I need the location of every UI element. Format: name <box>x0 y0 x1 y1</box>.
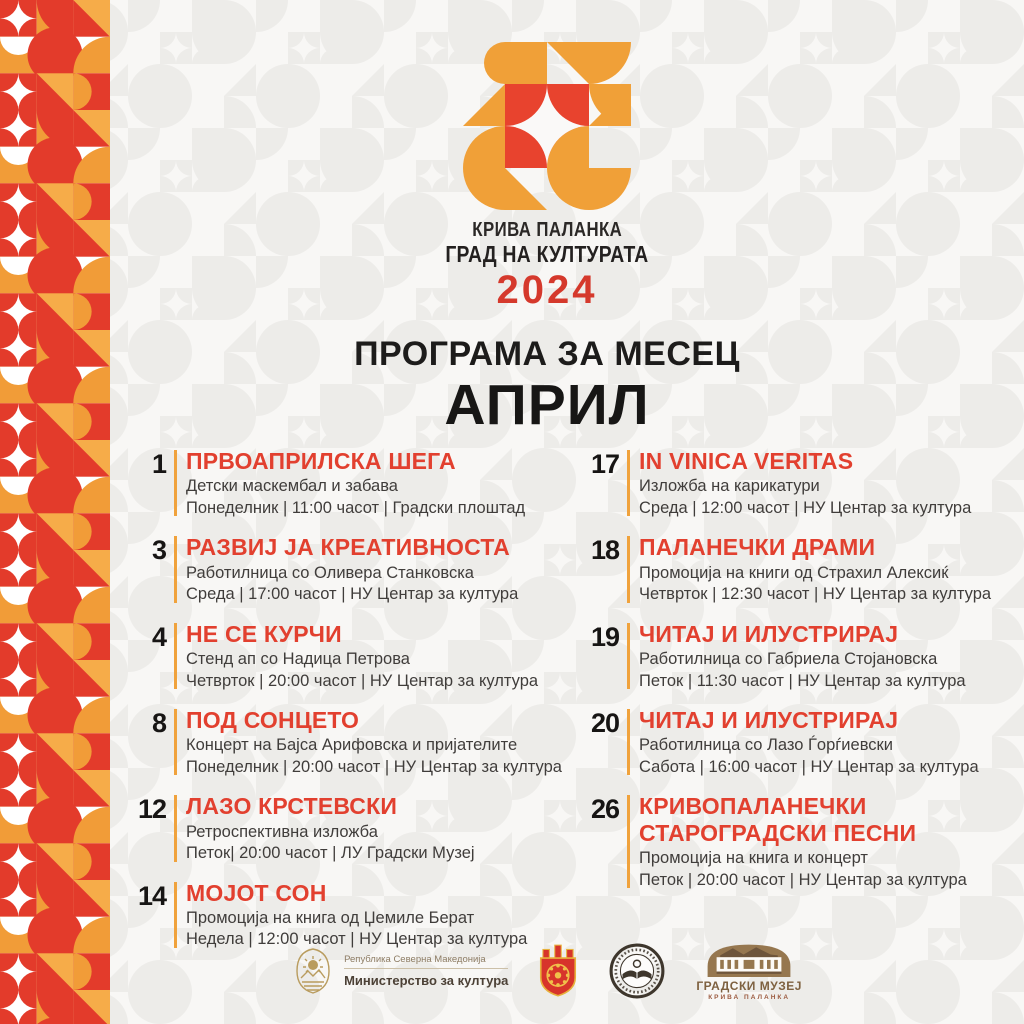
event-divider-bar <box>627 709 630 775</box>
ministry-block <box>292 945 508 997</box>
event-title: МОЈОТ СОН <box>186 879 327 906</box>
event-description: Изложба на карикатури <box>639 477 820 496</box>
event-meta: Сабота | 16:00 часот | НУ Центар за култура <box>639 757 979 776</box>
brand-year: 2024 <box>496 268 598 313</box>
event-divider-bar <box>627 623 630 689</box>
event-day: 12 <box>137 794 166 825</box>
event-title: ПАЛАНЕЧКИ ДРАМИ <box>639 534 876 561</box>
event-day: 20 <box>590 707 619 738</box>
event-body <box>639 534 991 605</box>
event-title: IN VINICA VERITAS <box>639 448 854 474</box>
event-body <box>186 707 562 778</box>
ministry-country-label: Република Северна Македонија <box>344 954 508 969</box>
event-title: ПОД СОНЦЕТО <box>186 706 360 733</box>
event-item <box>575 534 992 605</box>
event-body <box>639 621 966 692</box>
event-description: Детски маскембал и забава <box>186 477 398 496</box>
event-item <box>122 620 539 692</box>
event-item <box>575 706 979 778</box>
event-item <box>122 534 530 605</box>
logo-wrap <box>110 42 984 215</box>
event-meta: Четврток | 20:00 часот | НУ Центар за култура <box>186 671 539 690</box>
event-description: Работилница со Оливера Станковска <box>186 563 474 582</box>
museum-block <box>696 941 802 1001</box>
event-meta: Четврток | 12:30 часот | НУ Центар за култура <box>639 585 992 604</box>
event-day: 1 <box>151 449 166 479</box>
event-divider-bar <box>627 536 630 602</box>
event-divider-bar <box>174 536 177 602</box>
ministry-text <box>344 954 508 988</box>
event-title: ЧИТАЈ И ИЛУСТРИРАЈ <box>639 706 899 733</box>
brand-tagline <box>110 242 984 267</box>
event-meta: Петок | 20:00 часот | НУ Центар за култура <box>639 870 967 889</box>
event-divider-bar <box>174 882 177 948</box>
culture-centre-seal-icon <box>608 942 666 1000</box>
event-item <box>122 448 530 519</box>
city-museum-icon <box>703 941 795 977</box>
museum-city-label: КРИВА ПАЛАНКА <box>708 994 791 1001</box>
events-column-right <box>575 448 992 966</box>
event-item <box>575 448 972 519</box>
ministry-name-label: Министерство за култура <box>344 973 509 988</box>
event-day: 8 <box>151 707 166 738</box>
event-meta: Петок | 11:30 часот | НУ Центар за култура <box>639 671 966 690</box>
event-body <box>186 448 525 519</box>
event-item <box>122 706 562 778</box>
heading-month: АПРИЛ <box>444 372 650 437</box>
event-body <box>186 621 538 692</box>
event-day: 26 <box>590 794 619 825</box>
event-meta: Петок| 20:00 часот | ЛУ Градски Музеј <box>186 844 475 863</box>
event-item <box>122 793 530 864</box>
event-divider-bar <box>174 450 177 516</box>
event-divider-bar <box>174 795 177 861</box>
left-border-mosaic <box>0 0 110 1024</box>
event-title: ПРВОАПРИЛСКА ШЕГА <box>186 448 456 474</box>
event-divider-bar <box>627 450 630 516</box>
event-title: КРИВОПАЛАНЕЧКИ СТАРОГРАДСКИ ПЕСНИ <box>639 793 917 846</box>
event-body <box>639 793 967 891</box>
event-meta: Среда | 12:00 часот | НУ Центар за култура <box>639 498 972 517</box>
event-divider-bar <box>174 623 177 689</box>
event-meta: Недела | 12:00 часот | НУ Центар за култура <box>186 930 528 949</box>
event-day: 14 <box>137 880 166 911</box>
city-of-culture-logo-icon <box>463 42 631 210</box>
museum-name-label: ГРАДСКИ МУЗЕЈ <box>696 979 802 993</box>
event-day: 17 <box>590 449 619 479</box>
heading-program: ПРОГРАМА ЗА МЕСЕЦ <box>354 335 740 374</box>
event-item <box>575 793 967 891</box>
event-item <box>575 621 967 692</box>
event-meta: Понеделник | 20:00 часот | НУ Центар за култура <box>186 757 562 776</box>
event-body <box>639 448 971 519</box>
event-title: РАЗВИЈ ЈА КРЕАТИВНОСТА <box>186 534 510 561</box>
events-column-left <box>122 448 562 966</box>
event-day: 4 <box>151 621 166 652</box>
event-title: ЛАЗО КРСТЕВСКИ <box>186 793 398 820</box>
event-description: Промоција на книга од Џемиле Берат <box>186 909 475 927</box>
event-meta: Понеделник | 11:00 часот | Градски плоштад <box>186 498 526 517</box>
event-title: НЕ СЕ КУРЧИ <box>186 620 342 647</box>
event-day: 19 <box>590 621 619 652</box>
poster-content <box>110 0 984 436</box>
event-divider-bar <box>174 709 177 775</box>
event-body <box>186 793 475 864</box>
event-day: 18 <box>590 535 619 566</box>
north-macedonia-coat-of-arms-icon <box>292 945 334 997</box>
event-body <box>186 534 518 605</box>
kriva-palanka-crest-icon <box>538 943 578 999</box>
brand-city-name-text: КРИВА ПАЛАНКА <box>472 219 622 241</box>
brand-city-name <box>110 219 984 241</box>
event-description: Работилница со Габриела Стојановска <box>639 650 938 669</box>
event-description: Промоција на книга и концерт <box>639 849 868 868</box>
event-body <box>639 707 979 778</box>
event-divider-bar <box>627 795 630 888</box>
footer-sponsors <box>110 941 984 1001</box>
brand-tagline-text: ГРАД НА КУЛТУРАТА <box>445 241 649 267</box>
events-grid <box>122 448 992 966</box>
event-description: Промоција на книги од Страхил Алексиќ <box>639 563 949 582</box>
event-title: ЧИТАЈ И ИЛУСТРИРАЈ <box>639 620 899 647</box>
event-day: 3 <box>151 535 166 566</box>
event-description: Ретроспективна изложба <box>186 822 378 841</box>
event-description: Концерт на Бајса Арифовска и пријателите <box>186 736 518 755</box>
event-meta: Среда | 17:00 часот | НУ Центар за култура <box>186 585 519 604</box>
event-description: Работилница со Лазо Ѓорѓиевски <box>639 736 893 755</box>
event-description: Стенд ап со Надица Петрова <box>186 650 410 669</box>
